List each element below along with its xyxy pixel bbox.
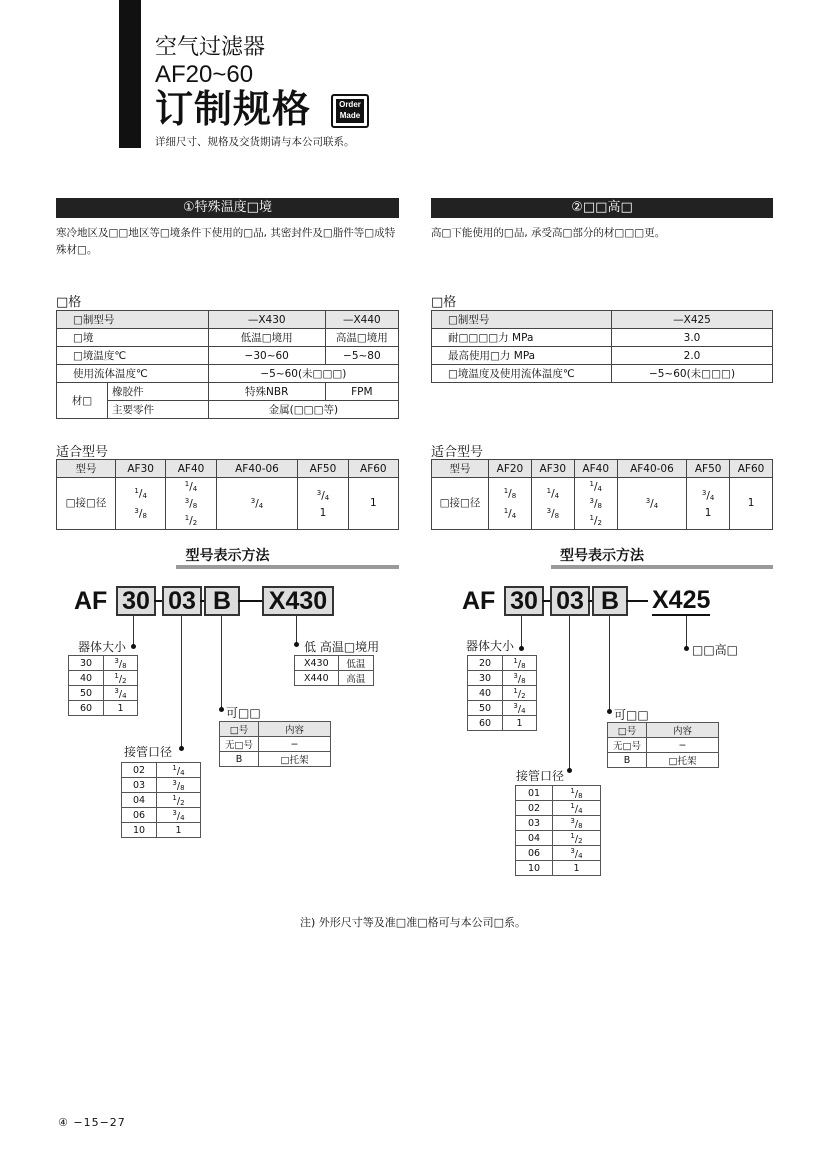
option-table: □号 内容 无□号 − B □托架 [219, 721, 331, 767]
title-bar-decoration [119, 0, 141, 148]
fit-label: 适合型号 [56, 445, 109, 460]
spec-label: □格 [56, 295, 82, 310]
option-table: □号 内容 无□号 − B □托架 [607, 722, 719, 768]
suffix-label: 低 高温□境用 [304, 640, 380, 654]
section-description: 寒冷地区及□□地区等□境条件下使用的□品, 其密封件及□脂件等□成特殊材□。 [56, 227, 396, 256]
section-title-high-pressure: ②□□高□ [431, 198, 773, 218]
size-code-box: 30 [504, 586, 544, 616]
port-size-table: 01 $^1/_8$ 02 $^1/_4$ 03 $^3/_8$ 04 $^1/_2$ 06 $^3/_4$ 10 1 [515, 785, 601, 876]
body-size-table: 30 $^3/_8$ 40 $^1/_2$ 50 $^3/_4$ 60 1 [68, 655, 138, 716]
body-size-label: 器体大小 [466, 639, 515, 653]
port-size-label: 接管口径 [124, 745, 173, 759]
page-number: ④ −15−27 [58, 1116, 126, 1129]
title-underline [551, 565, 773, 569]
port-size-label: 接管口径 [516, 769, 565, 783]
footnote: 注) 外形尺寸等及准□准□格可与本公司□系。 [300, 916, 526, 929]
spec-label: □格 [431, 295, 457, 310]
page-subtitle: 详细尺寸、规格及交货期请与本公司联系。 [155, 136, 355, 148]
fit-label: 适合型号 [431, 445, 484, 460]
option-label: 可□□ [226, 706, 261, 720]
model-code: AF 30 03 B X425 [462, 586, 711, 615]
page-title: 订制规格 [155, 87, 312, 131]
fit-table: 型号 AF20 AF30 AF40 AF40-06 AF50 AF60 □接□径 $^1/_8$ $^1/_4$ $^1/_4$ $^3/_8$ $^1/_4$ $^3/_8$ $^1/_2$ $^3/_4$ $^3/_4$ 1 1 [431, 459, 773, 530]
spec-table: □制型号 —X425 耐□□□□力 MPa 3.0 最高使用□力 MPa 2.0 □境温度及使用流体温度℃ −5~60(未□□□) [431, 310, 773, 383]
product-name: 空气过滤器 [155, 35, 266, 60]
port-code-box: 03 [162, 586, 202, 616]
option-code-box: B [592, 586, 628, 616]
body-size-label: 器体大小 [78, 640, 127, 654]
section-title-special-temp: ①特殊温度□境 [56, 198, 399, 218]
port-size-table: 02 $^1/_4$ 03 $^3/_8$ 04 $^1/_2$ 06 $^3/_4$ 10 1 [121, 762, 201, 838]
suffix-label: □□高□ [692, 643, 739, 657]
model-notation-title: 型号表示方法 [560, 548, 644, 564]
order-made-badge: Order Made [331, 94, 369, 128]
option-code-box: B [204, 586, 240, 616]
spec-table: □制型号 —X430 —X440 □境 低温□境用 高温□境用 □境温度℃ −30~60 −5~80 使用流体温度℃ −5~60(未□□□) 材□ 橡胶件 特殊NBR FPM 主要零件 金属(□□□等) [56, 310, 399, 419]
model-notation-title: 型号表示方法 [185, 548, 270, 564]
body-size-table: 20 $^1/_8$ 30 $^3/_8$ 40 $^1/_2$ 50 $^3/_4$ 60 1 [467, 655, 537, 731]
option-label: 可□□ [614, 708, 649, 722]
suffix-code: X425 [652, 586, 711, 614]
section-description: 高□下能使用的□品, 承受高□部分的材□□□更。 [431, 227, 666, 239]
model-code: AF 30 03 B X430 [74, 586, 344, 616]
product-series: AF20~60 [155, 61, 254, 88]
suffix-table: X430 低温 X440 高温 [294, 655, 374, 686]
suffix-code-box: X430 [262, 586, 334, 616]
port-code-box: 03 [550, 586, 590, 616]
title-underline [176, 565, 399, 569]
size-code-box: 30 [116, 586, 156, 616]
fit-table: 型号 AF30 AF40 AF40-06 AF50 AF60 □接□径 $^1/_4$ $^3/_8$ $^1/_4$ $^3/_8$ $^1/_2$ $^3/_4$ $^3/_4$ 1 1 [56, 459, 399, 530]
